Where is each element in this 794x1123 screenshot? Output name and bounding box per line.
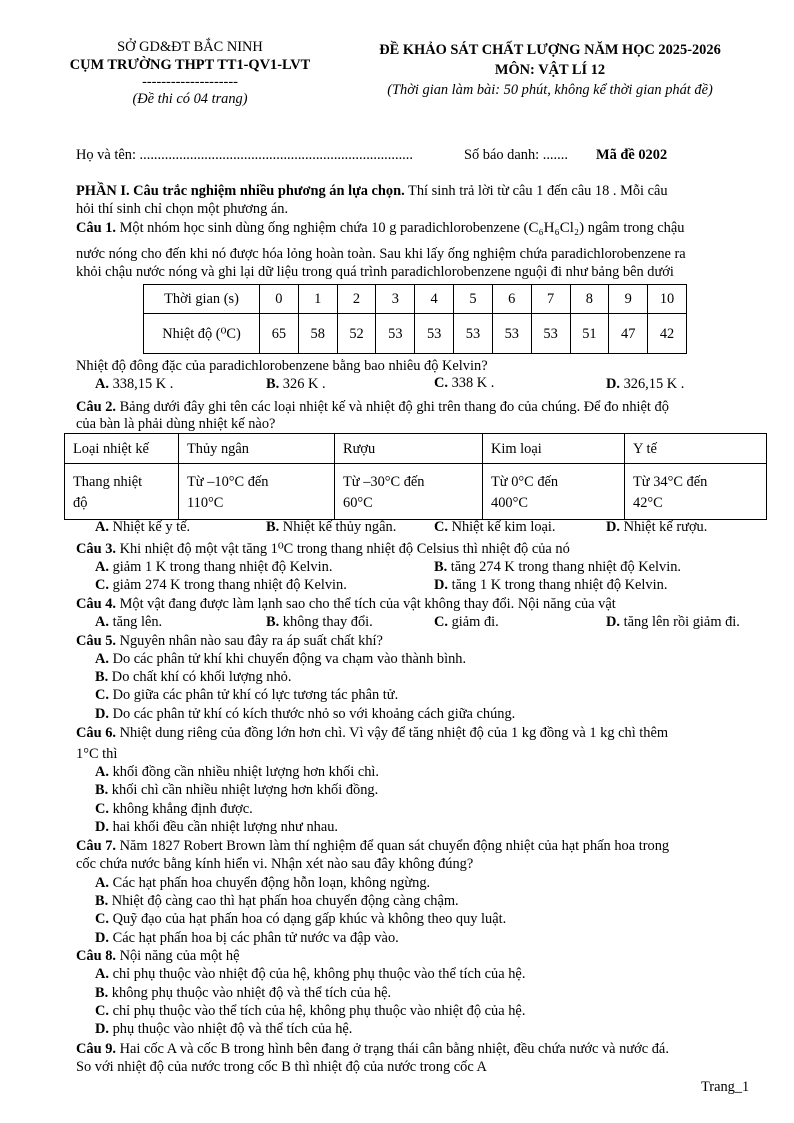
answer-option xyxy=(95,965,525,983)
q2-text-2: của bàn là phải dùng nhiệt kế nào? xyxy=(76,416,276,432)
option-text: Do các phân tử khí có kích thước nhỏ so với khoảng cách giữa chúng. xyxy=(109,706,516,722)
answer-option xyxy=(95,650,466,668)
answer-option xyxy=(434,558,681,576)
time-note: (Thời gian làm bài: 50 phút, không kể thời gian phát đề) xyxy=(387,82,713,98)
header-divider: -------------------- xyxy=(142,74,238,90)
table-cell: 8 xyxy=(570,285,609,314)
q7-text-2: cốc chứa nước bằng kính hiển vi. Nhận xét nào sau đây không đúng? xyxy=(76,856,474,872)
option-text: 326,15 K . xyxy=(620,376,685,392)
answer-option xyxy=(266,375,326,393)
q1-text: Một nhóm học sinh dùng ống nghiệm chứa 10 g paradichlorobenzene xyxy=(115,220,520,236)
option-text: Các hạt phấn hoa bị các phân tử nước va đập vào. xyxy=(109,930,399,946)
table-cell: 2 xyxy=(337,285,376,314)
q3-text: Khi nhiệt độ một vật tăng 1⁰C trong thang nhiệt độ Celsius thì nhiệt độ của nó xyxy=(115,541,570,557)
option-key: A. xyxy=(95,519,109,535)
answer-option xyxy=(95,910,506,928)
subject-title: MÔN: VẬT LÍ 12 xyxy=(494,62,606,78)
answer-option xyxy=(266,518,396,536)
option-key: A. xyxy=(95,875,109,891)
q6-text: Nhiệt dung riêng của đồng lớn hơn chì. Vì vậy để tăng nhiệt độ của 1 kg đồng và 1 kg chì thêm xyxy=(115,725,669,741)
q8-number: Câu 8. xyxy=(76,948,116,964)
table-cell: 51 xyxy=(570,314,609,354)
answer-option xyxy=(95,375,173,393)
option-text: 338,15 K . xyxy=(109,376,174,392)
option-text: hai khối đều cần nhiệt lượng như nhau. xyxy=(109,819,339,835)
option-key: C. xyxy=(434,375,448,391)
option-key: A. xyxy=(95,376,109,392)
part1-title: PHẦN I. Câu trắc nghiệm nhiều phương án lựa chọn. xyxy=(76,183,405,199)
part1-intro-2: hỏi thí sinh chỉ chọn một phương án. xyxy=(76,201,289,217)
exam-code: Mã đề 0202 xyxy=(596,147,668,163)
school-cluster: CỤM TRƯỜNG THPT TT1-QV1-LVT xyxy=(69,57,311,73)
student-name-field: Họ và tên: ............................................................................ xyxy=(76,147,413,163)
answer-option xyxy=(95,781,378,799)
table-cell: 53 xyxy=(415,314,454,354)
answer-option xyxy=(95,763,379,781)
option-text: không khẳng định được. xyxy=(109,801,253,817)
option-key: B. xyxy=(266,614,280,630)
answer-option xyxy=(95,874,430,892)
answer-option xyxy=(95,558,332,576)
table-cell: 3 xyxy=(376,285,415,314)
option-text: giảm đi. xyxy=(448,614,499,630)
option-text: Quỹ đạo của hạt phấn hoa có dạng gấp khúc và không theo quy luật. xyxy=(109,911,507,927)
candidate-number-field: Số báo danh: ....... xyxy=(464,147,568,163)
option-key: D. xyxy=(434,577,448,593)
option-key: D. xyxy=(95,706,109,722)
option-key: C. xyxy=(95,687,109,703)
option-text: tăng lên rồi giảm đi. xyxy=(620,614,740,630)
option-text: tăng 1 K trong thang nhiệt độ Kelvin. xyxy=(448,577,668,593)
option-key: B. xyxy=(95,669,109,685)
table-cell: 5 xyxy=(454,285,493,314)
option-key: C. xyxy=(95,577,109,593)
table-cell: 9 xyxy=(609,285,648,314)
q7-text: Năm 1827 Robert Brown làm thí nghiệm để quan sát chuyển động nhiệt của hạt phấn hoa trong xyxy=(115,838,670,854)
option-key: C. xyxy=(95,801,109,817)
q9-text: Hai cốc A và cốc B trong hình bên đang ở trạng thái cân bằng nhiệt, đều chứa nước và nước đá. xyxy=(115,1041,669,1057)
answer-option xyxy=(95,929,399,947)
answer-option xyxy=(266,613,373,631)
answer-option xyxy=(606,518,707,536)
option-text: Do chất khí có khối lượng nhỏ. xyxy=(108,669,292,685)
option-text: chỉ phụ thuộc vào nhiệt độ của hệ, không phụ thuộc vào thể tích của hệ. xyxy=(109,966,526,982)
option-key: D. xyxy=(606,519,620,535)
option-key: A. xyxy=(95,559,109,575)
option-key: A. xyxy=(95,614,109,630)
answer-option xyxy=(434,613,499,631)
q9-number: Câu 9. xyxy=(76,1041,116,1057)
option-text: tăng 274 K trong thang nhiệt độ Kelvin. xyxy=(447,559,682,575)
option-text: Nhiệt độ càng cao thì hạt phấn hoa chuyển động càng chậm. xyxy=(108,893,459,909)
option-text: phụ thuộc vào nhiệt độ và thể tích của hệ. xyxy=(109,1021,353,1037)
table-cell: 0 xyxy=(260,285,299,314)
option-key: A. xyxy=(95,651,109,667)
table-cell: 53 xyxy=(454,314,493,354)
option-key: B. xyxy=(266,376,280,392)
option-key: C. xyxy=(434,614,448,630)
table-cell: 4 xyxy=(415,285,454,314)
option-key: B. xyxy=(266,519,280,535)
q1-text-b: ngâm trong chậu xyxy=(584,220,685,236)
table-header-cell: Rượu xyxy=(335,434,483,464)
q5-number: Câu 5. xyxy=(76,633,116,649)
q1-number: Câu 1. xyxy=(76,220,116,236)
option-key: C. xyxy=(95,1003,109,1019)
answer-option xyxy=(606,375,684,393)
answer-option xyxy=(95,1002,525,1020)
q5-text: Nguyên nhân nào sau đây ra áp suất chất khí? xyxy=(115,633,383,649)
answer-option xyxy=(434,374,494,392)
option-key: C. xyxy=(434,519,448,535)
option-text: không phụ thuộc vào nhiệt độ và thể tích của hệ. xyxy=(108,985,392,1001)
q4-number: Câu 4. xyxy=(76,596,116,612)
option-key: B. xyxy=(95,893,109,909)
table-cell: 10 xyxy=(648,285,687,314)
q1-text-3: khỏi chậu nước nóng và ghi lại dữ liệu trong quá trình paradichlorobenzene nguội đi như bảng bên dưới xyxy=(76,264,674,280)
table-cell: 42 xyxy=(648,314,687,354)
q7-number: Câu 7. xyxy=(76,838,116,854)
q2-number: Câu 2. xyxy=(76,399,116,415)
table-row-label: Nhiệt độ (⁰C) xyxy=(144,314,260,354)
q9-text-2: So với nhiệt độ của nước trong cốc B thì nhiệt độ của nước trong cốc A xyxy=(76,1059,487,1075)
answer-option xyxy=(434,518,556,536)
table-cell: 7 xyxy=(531,285,570,314)
option-text: Nhiệt kế kim loại. xyxy=(448,519,556,535)
option-text: 338 K . xyxy=(448,375,495,391)
option-text: Nhiệt kế rượu. xyxy=(620,519,708,535)
option-text: Các hạt phấn hoa chuyển động hỗn loạn, không ngừng. xyxy=(109,875,431,891)
option-text: 326 K . xyxy=(279,376,326,392)
table-cell: 1 xyxy=(298,285,337,314)
option-text: tăng lên. xyxy=(109,614,163,630)
table-cell: 53 xyxy=(531,314,570,354)
table-cell: Từ –10°C đến 110°C xyxy=(179,464,335,520)
option-text: chỉ phụ thuộc vào thể tích của hệ, không phụ thuộc vào nhiệt độ của hệ. xyxy=(109,1003,526,1019)
answer-option xyxy=(95,686,398,704)
answer-option xyxy=(606,613,740,631)
q3-number: Câu 3. xyxy=(76,541,116,557)
option-key: D. xyxy=(95,930,109,946)
table-header-cell: Kim loại xyxy=(483,434,625,464)
q4-text: Một vật đang được làm lạnh sao cho thể tích của vật không thay đổi. Nội năng của vật xyxy=(115,596,616,612)
part1-intro: Thí sinh trả lời từ câu 1 đến câu 18 . Mỗi câu xyxy=(404,183,668,199)
exam-title: ĐỀ KHẢO SÁT CHẤT LƯỢNG NĂM HỌC 2025-2026 xyxy=(379,42,721,58)
option-key: C. xyxy=(95,911,109,927)
answer-option xyxy=(95,705,515,723)
option-text: khối đồng cần nhiều nhiệt lượng hơn khối chì. xyxy=(109,764,380,780)
answer-option xyxy=(95,613,162,631)
table-cell: Từ 34°C đến 42°C xyxy=(625,464,767,520)
option-key: A. xyxy=(95,764,109,780)
option-text: Nhiệt kế thủy ngân. xyxy=(279,519,397,535)
table-row-label: Thang nhiệt độ xyxy=(65,464,179,520)
option-text: giảm 274 K trong thang nhiệt độ Kelvin. xyxy=(109,577,347,593)
option-text: khối chì cần nhiều nhiệt lượng hơn khối đồng. xyxy=(108,782,379,798)
option-key: B. xyxy=(95,782,109,798)
page-number: Trang_1 xyxy=(701,1079,750,1095)
option-text: không thay đổi. xyxy=(279,614,373,630)
table-header-cell: Y tế xyxy=(625,434,767,464)
table-cell: Từ 0°C đến 400°C xyxy=(483,464,625,520)
option-key: B. xyxy=(434,559,448,575)
option-key: D. xyxy=(606,376,620,392)
answer-option xyxy=(95,668,291,686)
option-text: Do giữa các phân tử khí có lực tương tác phân tử. xyxy=(109,687,399,703)
option-key: B. xyxy=(95,985,109,1001)
school-department: SỞ GD&ĐT BẮC NINH xyxy=(117,39,263,55)
q6-number: Câu 6. xyxy=(76,725,116,741)
answer-option xyxy=(95,984,391,1002)
answer-option xyxy=(95,1020,352,1038)
answer-option xyxy=(95,818,338,836)
table-cell: 47 xyxy=(609,314,648,354)
table-header-cell: Thủy ngân xyxy=(179,434,335,464)
q1-formula: (C₆H₆Cl₂) xyxy=(523,220,585,236)
option-key: D. xyxy=(606,614,620,630)
table-cell: 58 xyxy=(298,314,337,354)
table-cell: 65 xyxy=(260,314,299,354)
option-text: Nhiệt kế y tế. xyxy=(109,519,191,535)
q1-question: Nhiệt độ đông đặc của paradichlorobenzene bằng bao nhiêu độ Kelvin? xyxy=(76,358,488,374)
table-header-cell: Loại nhiệt kế xyxy=(65,434,179,464)
option-key: A. xyxy=(95,966,109,982)
option-key: D. xyxy=(95,819,109,835)
answer-option xyxy=(95,576,347,594)
q8-text: Nội năng của một hệ xyxy=(115,948,240,964)
q6-text-2: 1°C thì xyxy=(76,746,118,762)
answer-option xyxy=(95,800,253,818)
table-cell: 52 xyxy=(337,314,376,354)
q2-text: Bảng dưới đây ghi tên các loại nhiệt kế và nhiệt độ ghi trên thang đo của chúng. Để đo nhiệt độ xyxy=(115,399,669,415)
q2-thermometer-table xyxy=(64,433,767,520)
q1-text-2: nước nóng cho đến khi nó được hóa lỏng hoàn toàn. Sau khi lấy ống nghiệm chứa paradichlorobenzene ra xyxy=(76,246,686,262)
table-cell: 53 xyxy=(492,314,531,354)
answer-option xyxy=(95,518,190,536)
option-text: Do các phân tử khí khi chuyển động va chạm vào thành bình. xyxy=(109,651,467,667)
table-cell: Từ –30°C đến 60°C xyxy=(335,464,483,520)
answer-option xyxy=(95,892,459,910)
table-cell: 6 xyxy=(492,285,531,314)
answer-option xyxy=(434,576,667,594)
q1-data-table xyxy=(143,284,687,354)
option-key: D. xyxy=(95,1021,109,1037)
page-count-note: (Đề thi có 04 trang) xyxy=(132,91,248,107)
table-cell: 53 xyxy=(376,314,415,354)
table-row-label: Thời gian (s) xyxy=(144,285,260,314)
option-text: giảm 1 K trong thang nhiệt độ Kelvin. xyxy=(109,559,333,575)
